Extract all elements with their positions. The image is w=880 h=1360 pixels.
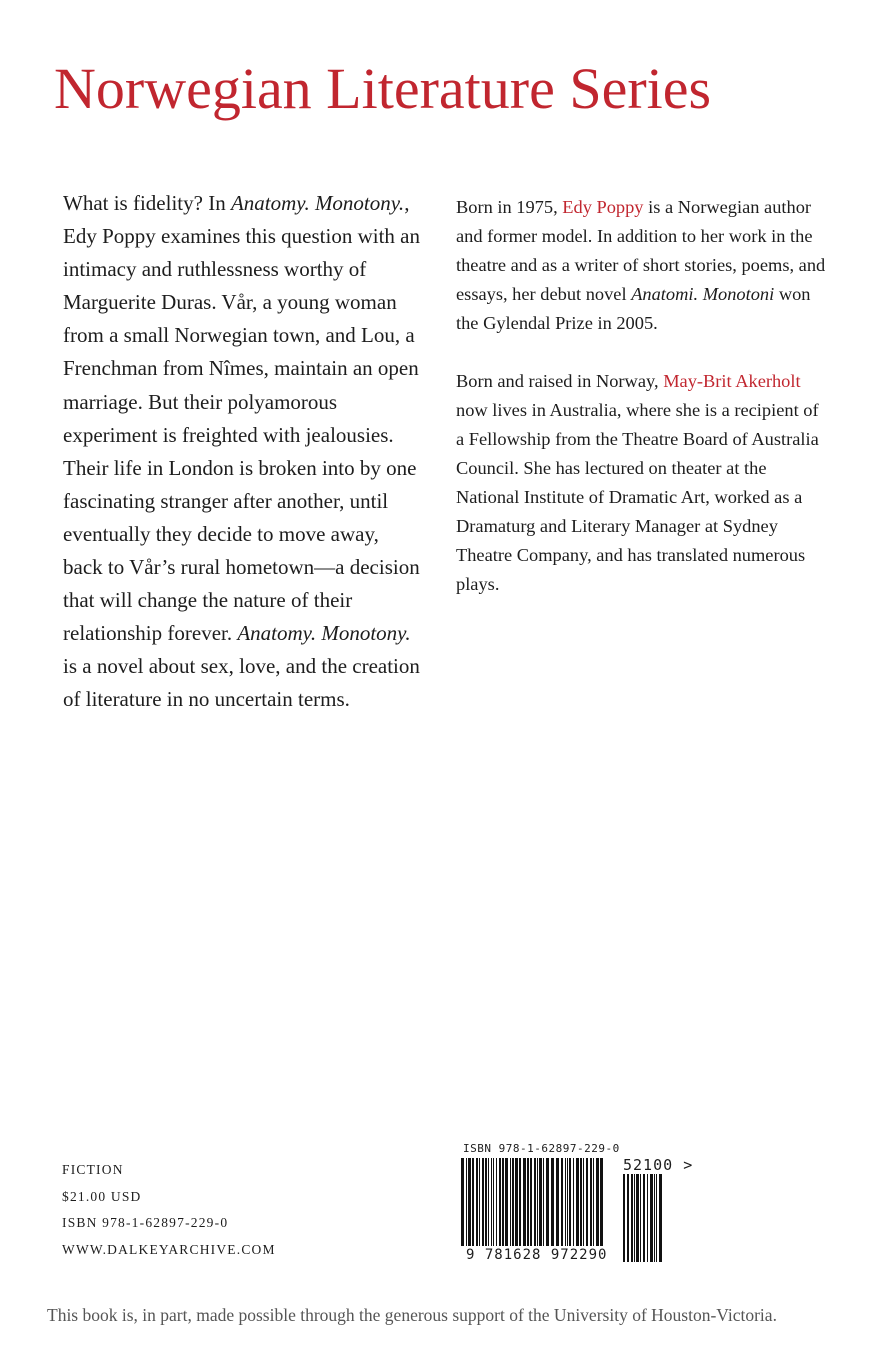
- original-title-italic: Anatomi. Monotoni: [631, 284, 775, 304]
- barcode-bar: [482, 1158, 484, 1246]
- barcode-digits: 9 781628 972290: [466, 1247, 608, 1263]
- barcode-bar: [499, 1158, 501, 1246]
- barcode-bar: [461, 1158, 464, 1246]
- barcode-bar: [623, 1174, 625, 1262]
- barcode-bar: [468, 1158, 471, 1246]
- barcode-bar: [476, 1158, 478, 1246]
- barcode-bar: [510, 1158, 511, 1246]
- bio-column: [456, 193, 826, 599]
- book-meta: [62, 1157, 276, 1263]
- bio-text: is a Norwegian author and former model. In addition to her work in the theatre and as a writer of short stories, poems, and essays, her debut novel: [456, 197, 826, 304]
- barcode-bar: [556, 1158, 559, 1246]
- barcode-bar: [634, 1174, 635, 1262]
- description-text: , Edy Poppy examines this question with an intimacy and ruthlessness worthy of Marguerite Duras. Vår, a young woman from a small Norwegian town, and Lou, a Frenchman from Nîmes, maintain an open marriage. But their polyamorous experiment is freighted with jealousies. Their life in London is broken into by one fascinating stranger after another, until eventually they decide to move away, back to Vår’s rural hometown—a decision that will change the nature of their relationship forever.: [63, 191, 420, 646]
- barcode-addon-mark: >: [683, 1156, 694, 1174]
- support-note: This book is, in part, made possible through the generous support of the University of Houston-Victoria.: [47, 1305, 777, 1325]
- barcode-bar: [512, 1158, 514, 1246]
- barcode-bar: [523, 1158, 526, 1246]
- barcode-bar: [466, 1158, 467, 1246]
- barcode-bar: [551, 1158, 554, 1246]
- author-bio: [456, 193, 826, 338]
- barcode-bar: [590, 1158, 592, 1246]
- bio-text: won the Gylendal Prize in 2005.: [456, 284, 811, 333]
- barcode-bar: [488, 1158, 489, 1246]
- barcode-addon-digits: 52100: [623, 1156, 674, 1174]
- barcode-bar: [505, 1158, 508, 1246]
- barcode-bar: [537, 1158, 538, 1246]
- barcode-bar: [600, 1158, 603, 1246]
- barcode-bar: [546, 1158, 549, 1246]
- barcode-bar: [565, 1158, 566, 1246]
- book-title-italic: Anatomy. Monotony.: [230, 191, 405, 215]
- bio-text: Born and raised in Norway,: [456, 371, 664, 391]
- barcode-bar: [650, 1174, 653, 1262]
- description-text: What is fidelity? In: [63, 191, 231, 215]
- barcode-bar: [627, 1174, 629, 1262]
- barcode-bar: [580, 1158, 582, 1246]
- book-description: [63, 187, 423, 717]
- barcode-bar: [534, 1158, 536, 1246]
- barcode-bar: [527, 1158, 529, 1246]
- barcode-bar: [636, 1174, 639, 1262]
- barcode-bar: [643, 1174, 645, 1262]
- barcode-bar: [631, 1174, 633, 1262]
- barcode-bar: [530, 1158, 532, 1246]
- description-text: is a novel about sex, love, and the creation of literature in no uncertain terms.: [63, 654, 420, 712]
- barcode-isbn-text: ISBN 978-1-62897-229-0: [463, 1142, 620, 1155]
- barcode-bar: [656, 1174, 657, 1262]
- series-title: Norwegian Literature Series: [54, 56, 712, 121]
- barcode-bar: [539, 1158, 542, 1246]
- barcode-bar: [496, 1158, 497, 1246]
- barcode-bar: [576, 1158, 579, 1246]
- book-title-italic: Anatomy. Monotony.: [237, 621, 411, 646]
- barcode-bar: [596, 1158, 599, 1246]
- barcode-bar: [583, 1158, 584, 1246]
- description-paragraph: [63, 187, 423, 717]
- barcode-bar: [479, 1158, 480, 1246]
- barcode-bar: [640, 1174, 641, 1262]
- barcode-bar: [493, 1158, 494, 1246]
- barcode-bar: [485, 1158, 487, 1246]
- barcode-bar: [647, 1174, 648, 1262]
- barcode-bar: [659, 1174, 662, 1262]
- barcode-addon-bars: [622, 1174, 668, 1264]
- barcode-bar: [515, 1158, 518, 1246]
- barcode-bar: [491, 1158, 492, 1246]
- barcode-bar: [543, 1158, 544, 1246]
- bio-text: now lives in Australia, where she is a recipient of a Fellowship from the Theatre Board of Australia Council. She has lectured on theater at the National Institute of Dramatic Art, worked as a Dramaturg and Literary Manager at Sydney Theatre Company, and has translated numerous plays.: [456, 400, 819, 594]
- barcode-bars: [460, 1158, 610, 1248]
- barcode-bar: [654, 1174, 655, 1262]
- barcode-bar: [502, 1158, 504, 1246]
- translator-bio: [456, 367, 826, 599]
- barcode-bar: [569, 1158, 571, 1246]
- barcode-bar: [593, 1158, 594, 1246]
- barcode-bar: [472, 1158, 474, 1246]
- bio-text: Born in 1975,: [456, 197, 563, 217]
- translator-name: May-Brit Akerholt: [663, 371, 801, 391]
- barcode-bar: [573, 1158, 574, 1246]
- genre-label: FICTION: [62, 1162, 124, 1177]
- barcode-bar: [561, 1158, 563, 1246]
- barcode-addon-text: [623, 1156, 693, 1174]
- barcode-bar: [586, 1158, 588, 1246]
- author-name: Edy Poppy: [562, 197, 644, 217]
- isbn-label: ISBN 978-1-62897-229-0: [62, 1215, 229, 1230]
- price-label: $21.00 USD: [62, 1188, 142, 1204]
- barcode-bar: [519, 1158, 521, 1246]
- barcode: [460, 1142, 705, 1270]
- barcode-bar: [567, 1158, 568, 1246]
- website-label: WWW.DALKEYARCHIVE.COM: [62, 1241, 276, 1257]
